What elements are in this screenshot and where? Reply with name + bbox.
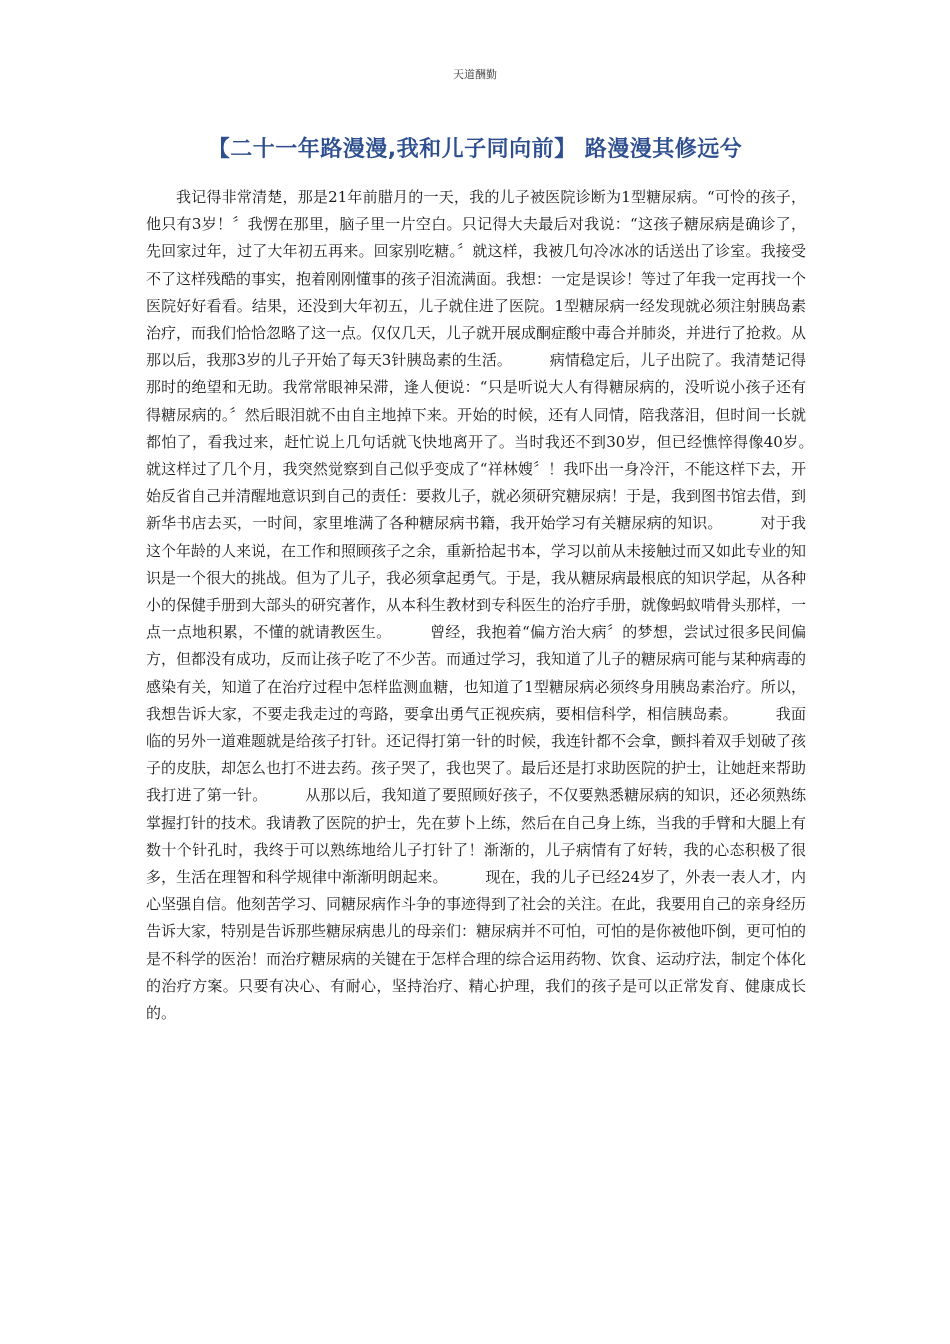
- paragraph: 从那以后，我知道了要照顾好孩子，不仅要熟悉糖尿病的知识，还必须熟练掌握打针的技术。我请教了医院的护士，先在萝卜上练，然后在自己身上练，当我的手臂和大腿上有数十个针孔时，我终于可以熟练地给儿子打针了！渐渐的，儿子病情有了好转，我的心态积极了很多，生活在理智和科学规律中渐渐明朗起来。: [146, 786, 807, 887]
- paragraph: 曾经，我抱着“偏方治大病〞的梦想，尝试过很多民间偏方，但都没有成功，反而让孩子吃了不少苦。而通过学习，我知道了儿子的糖尿病可能与某种病毒的感染有关，知道了在治疗过程中怎样监测血糖，也知道了1型糖尿病必须终身用胰岛素治疗。所以，我想告诉大家，不要走我走过的弯路，要拿出勇气正视疾病，要相信科学，相信胰岛素。: [146, 623, 807, 723]
- paragraph: 我记得非常清楚，那是21年前腊月的一天，我的儿子被医院诊断为1型糖尿病。“可怜的孩子，他只有3岁！〞我愣在那里，脑子里一片空白。只记得大夫最后对我说：“这孩子糖尿病是确诊了，先回家过年，过了大年初五再来。回家别吃糖。〞就这样，我被几句冷冰冰的话送出了诊室。我接受不了这样残酷的事实，抱着刚刚懂事的孩子泪流满面。我想：一定是误诊！等过了年我一定再找一个医院好好看看。结果，还没到大年初五，儿子就住进了医院。1型糖尿病一经发现就必须注射胰岛素治疗，而我们恰恰忽略了这一点。仅仅几天，儿子就开展成酮症酸中毒合并肺炎，并进行了抢救。从那以后，我那3岁的儿子开始了每天3针胰岛素的生活。: [146, 188, 807, 370]
- paragraph: 就这样过了几个月，我突然觉察到自己似乎变成了“祥林嫂〞！我吓出一身冷汗，不能这样下去，开始反省自己并清醒地意识到自己的责任：要救儿子，就必须研究糖尿病！于是，我到图书馆去借，到新华书店去买，一时间，家里堆满了各种糖尿病书籍，我开始学习有关糖尿病的知识。: [146, 460, 807, 533]
- paragraph: 对于我这个年龄的人来说，在工作和照顾孩子之余，重新拾起书本，学习以前从未接触过而又如此专业的知识是一个很大的挑战。但为了儿子，我必须拿起勇气。于是，我从糖尿病最根底的知识学起，从各种小的保健手册到大部头的研究著作，从本科生教材到专科医生的治疗手册，就像蚂蚁啃骨头那样，一点一点地积累，不懂的就请教医生。: [146, 514, 807, 642]
- paragraph: 病情稳定后，儿子出院了。我清楚记得那时的绝望和无助。我常常眼神呆滞，逢人便说：“只是听说大人有得糖尿病的，没听说小孩子还有得糖尿病的。〞然后眼泪就不由自主地掉下来。开始的时候，还有人同情，陪我落泪，但时间一长就都怕了，看我过来，赶忙说上几句话就飞快地离开了。当时我还不到30岁，但已经憔悴得像40岁。: [146, 351, 806, 451]
- page-header: 天道酬勤: [453, 68, 497, 81]
- document-body: [146, 184, 806, 1027]
- paragraph: 现在，我的儿子已经24岁了，外表一表人才，内心坚强自信。他刻苦学习、同糖尿病作斗争的事迹得到了社会的关注。在此，我要用自己的亲身经历告诉大家，特别是告诉那些糖尿病患儿的母亲们：糖尿病并不可怕，可怕的是你被他吓倒，更可怕的是不科学的医治！而治疗糖尿病的关键在于怎样合理的综合运用药物、饮食、运动疗法，制定个体化的治疗方案。只要有决心、有耐心，坚持治疗、精心护理，我们的孩子是可以正常发育、健康成长的。: [146, 868, 807, 1023]
- paragraph: 我面临的另外一道难题就是给孩子打针。还记得打第一针的时候，我连针都不会拿，颤抖着双手划破了孩子的皮肤，却怎么也打不进去药。孩子哭了，我也哭了。最后还是打求助医院的护士，让她赶来帮助我打进了第一针。: [146, 704, 807, 805]
- document-title: 【二十一年路漫漫,我和儿子同向前】 路漫漫其修远兮: [207, 137, 743, 162]
